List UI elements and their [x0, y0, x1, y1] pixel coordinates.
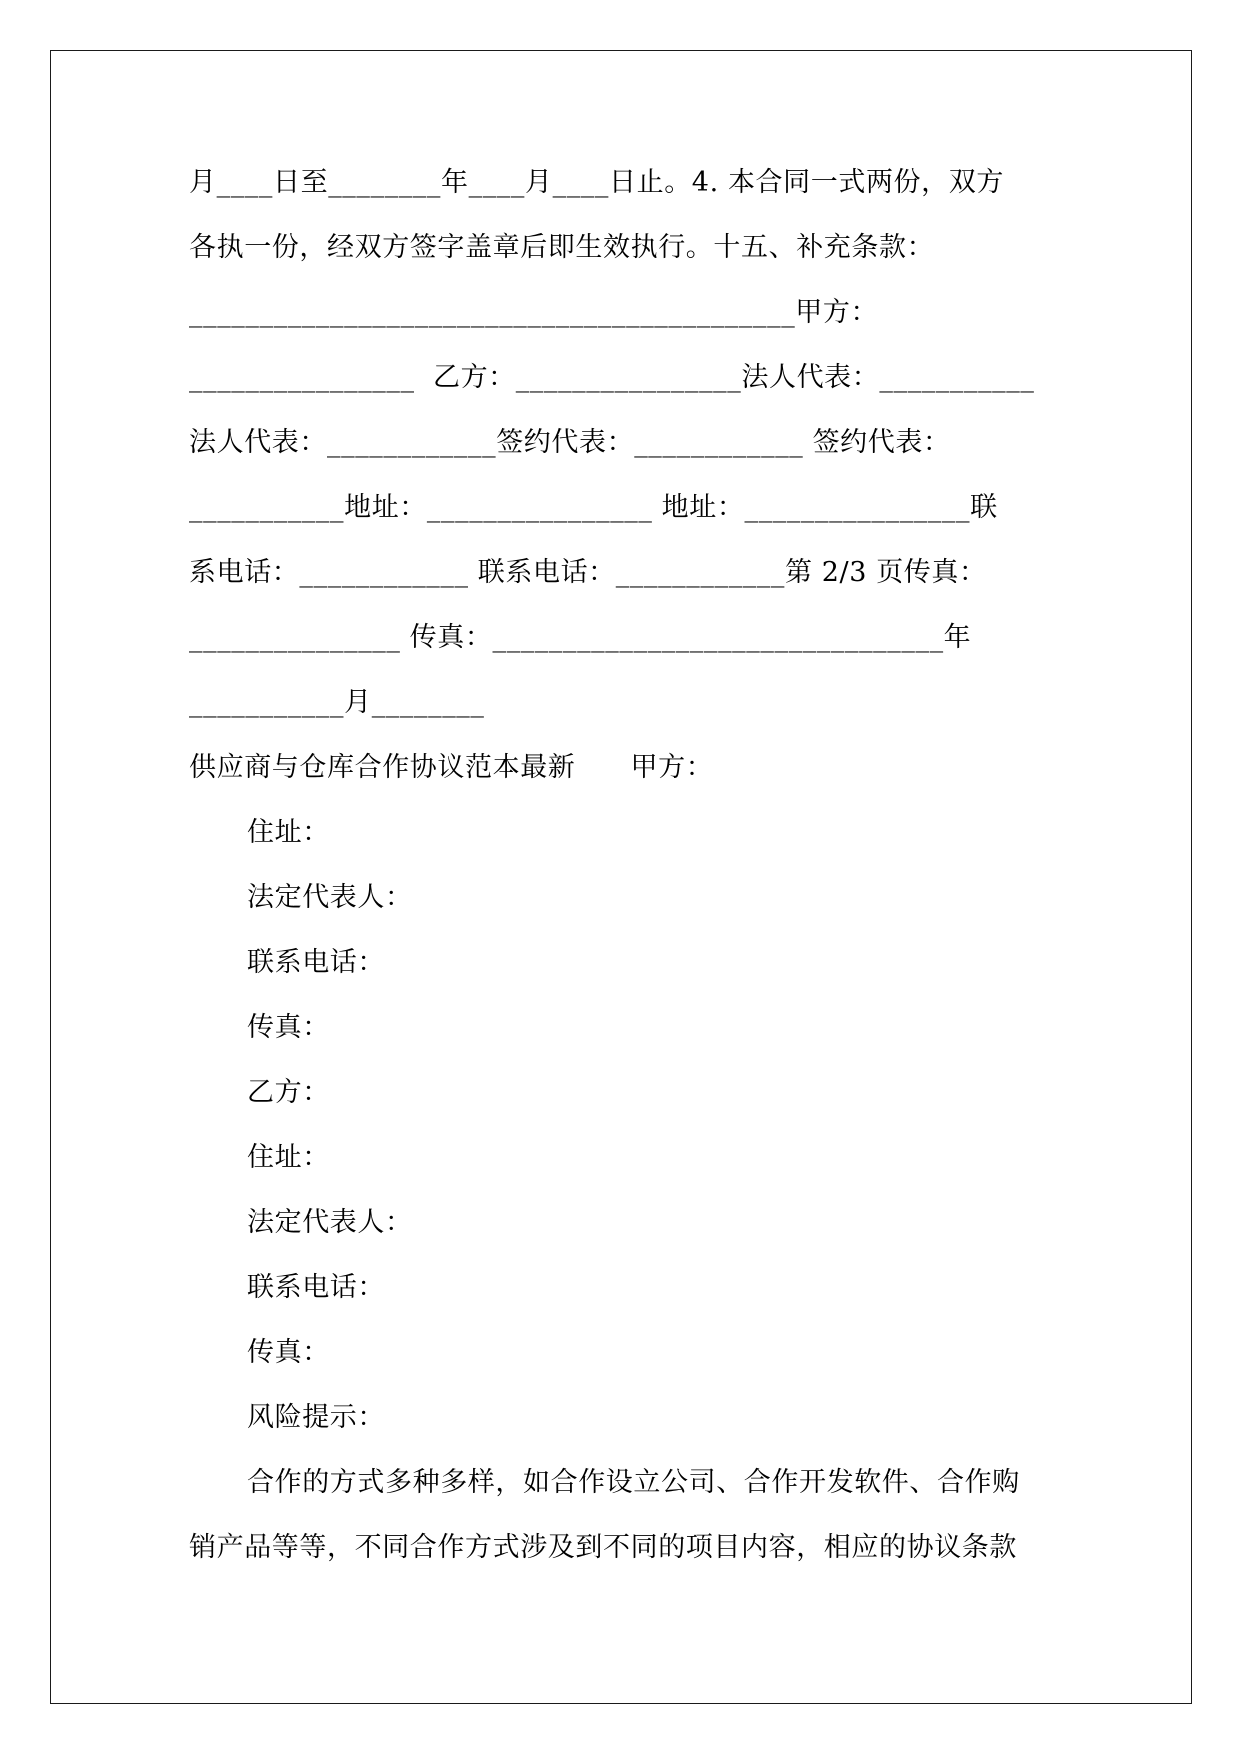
text-line: 系电话：____________ 联系电话：____________第 2/3 页传真：	[189, 557, 987, 588]
text-line: ___________________________________________甲方：	[189, 297, 879, 328]
field-label: 联系电话：	[247, 947, 385, 978]
field-label: 法定代表人：	[247, 1207, 413, 1238]
paragraph-line: 合作的方式多种多样，如合作设立公司、合作开发软件、合作购	[247, 1467, 1020, 1498]
field-label: 住址：	[247, 817, 330, 848]
paragraph-line: 销产品等等，不同合作方式涉及到不同的项目内容，相应的协议条款	[189, 1532, 1017, 1563]
field-label: 乙方：	[247, 1077, 330, 1108]
text-line: ___________月________	[189, 687, 485, 718]
field-label: 传真：	[247, 1012, 330, 1043]
field-label: 联系电话：	[247, 1272, 385, 1303]
text-line: ________________ 乙方：________________法人代表：___________	[189, 362, 1035, 393]
text-line: 法人代表：____________签约代表：____________ 签约代表：	[189, 427, 951, 458]
text-line: ___________地址：________________ 地址：________________联	[189, 492, 998, 523]
text-line: 月____日至________年____月____日止。4. 本合同一式两份，双方	[189, 167, 1004, 198]
document-body	[189, 150, 1059, 1580]
section-title: 供应商与仓库合作协议范本最新 甲方：	[189, 752, 714, 783]
field-label: 法定代表人：	[247, 882, 413, 913]
field-label: 风险提示：	[247, 1402, 385, 1433]
text-line: _______________ 传真：________________________________年	[189, 622, 972, 653]
field-label: 住址：	[247, 1142, 330, 1173]
field-label: 传真：	[247, 1337, 330, 1368]
text-line: 各执一份，经双方签字盖章后即生效执行。十五、补充条款：	[189, 232, 935, 263]
